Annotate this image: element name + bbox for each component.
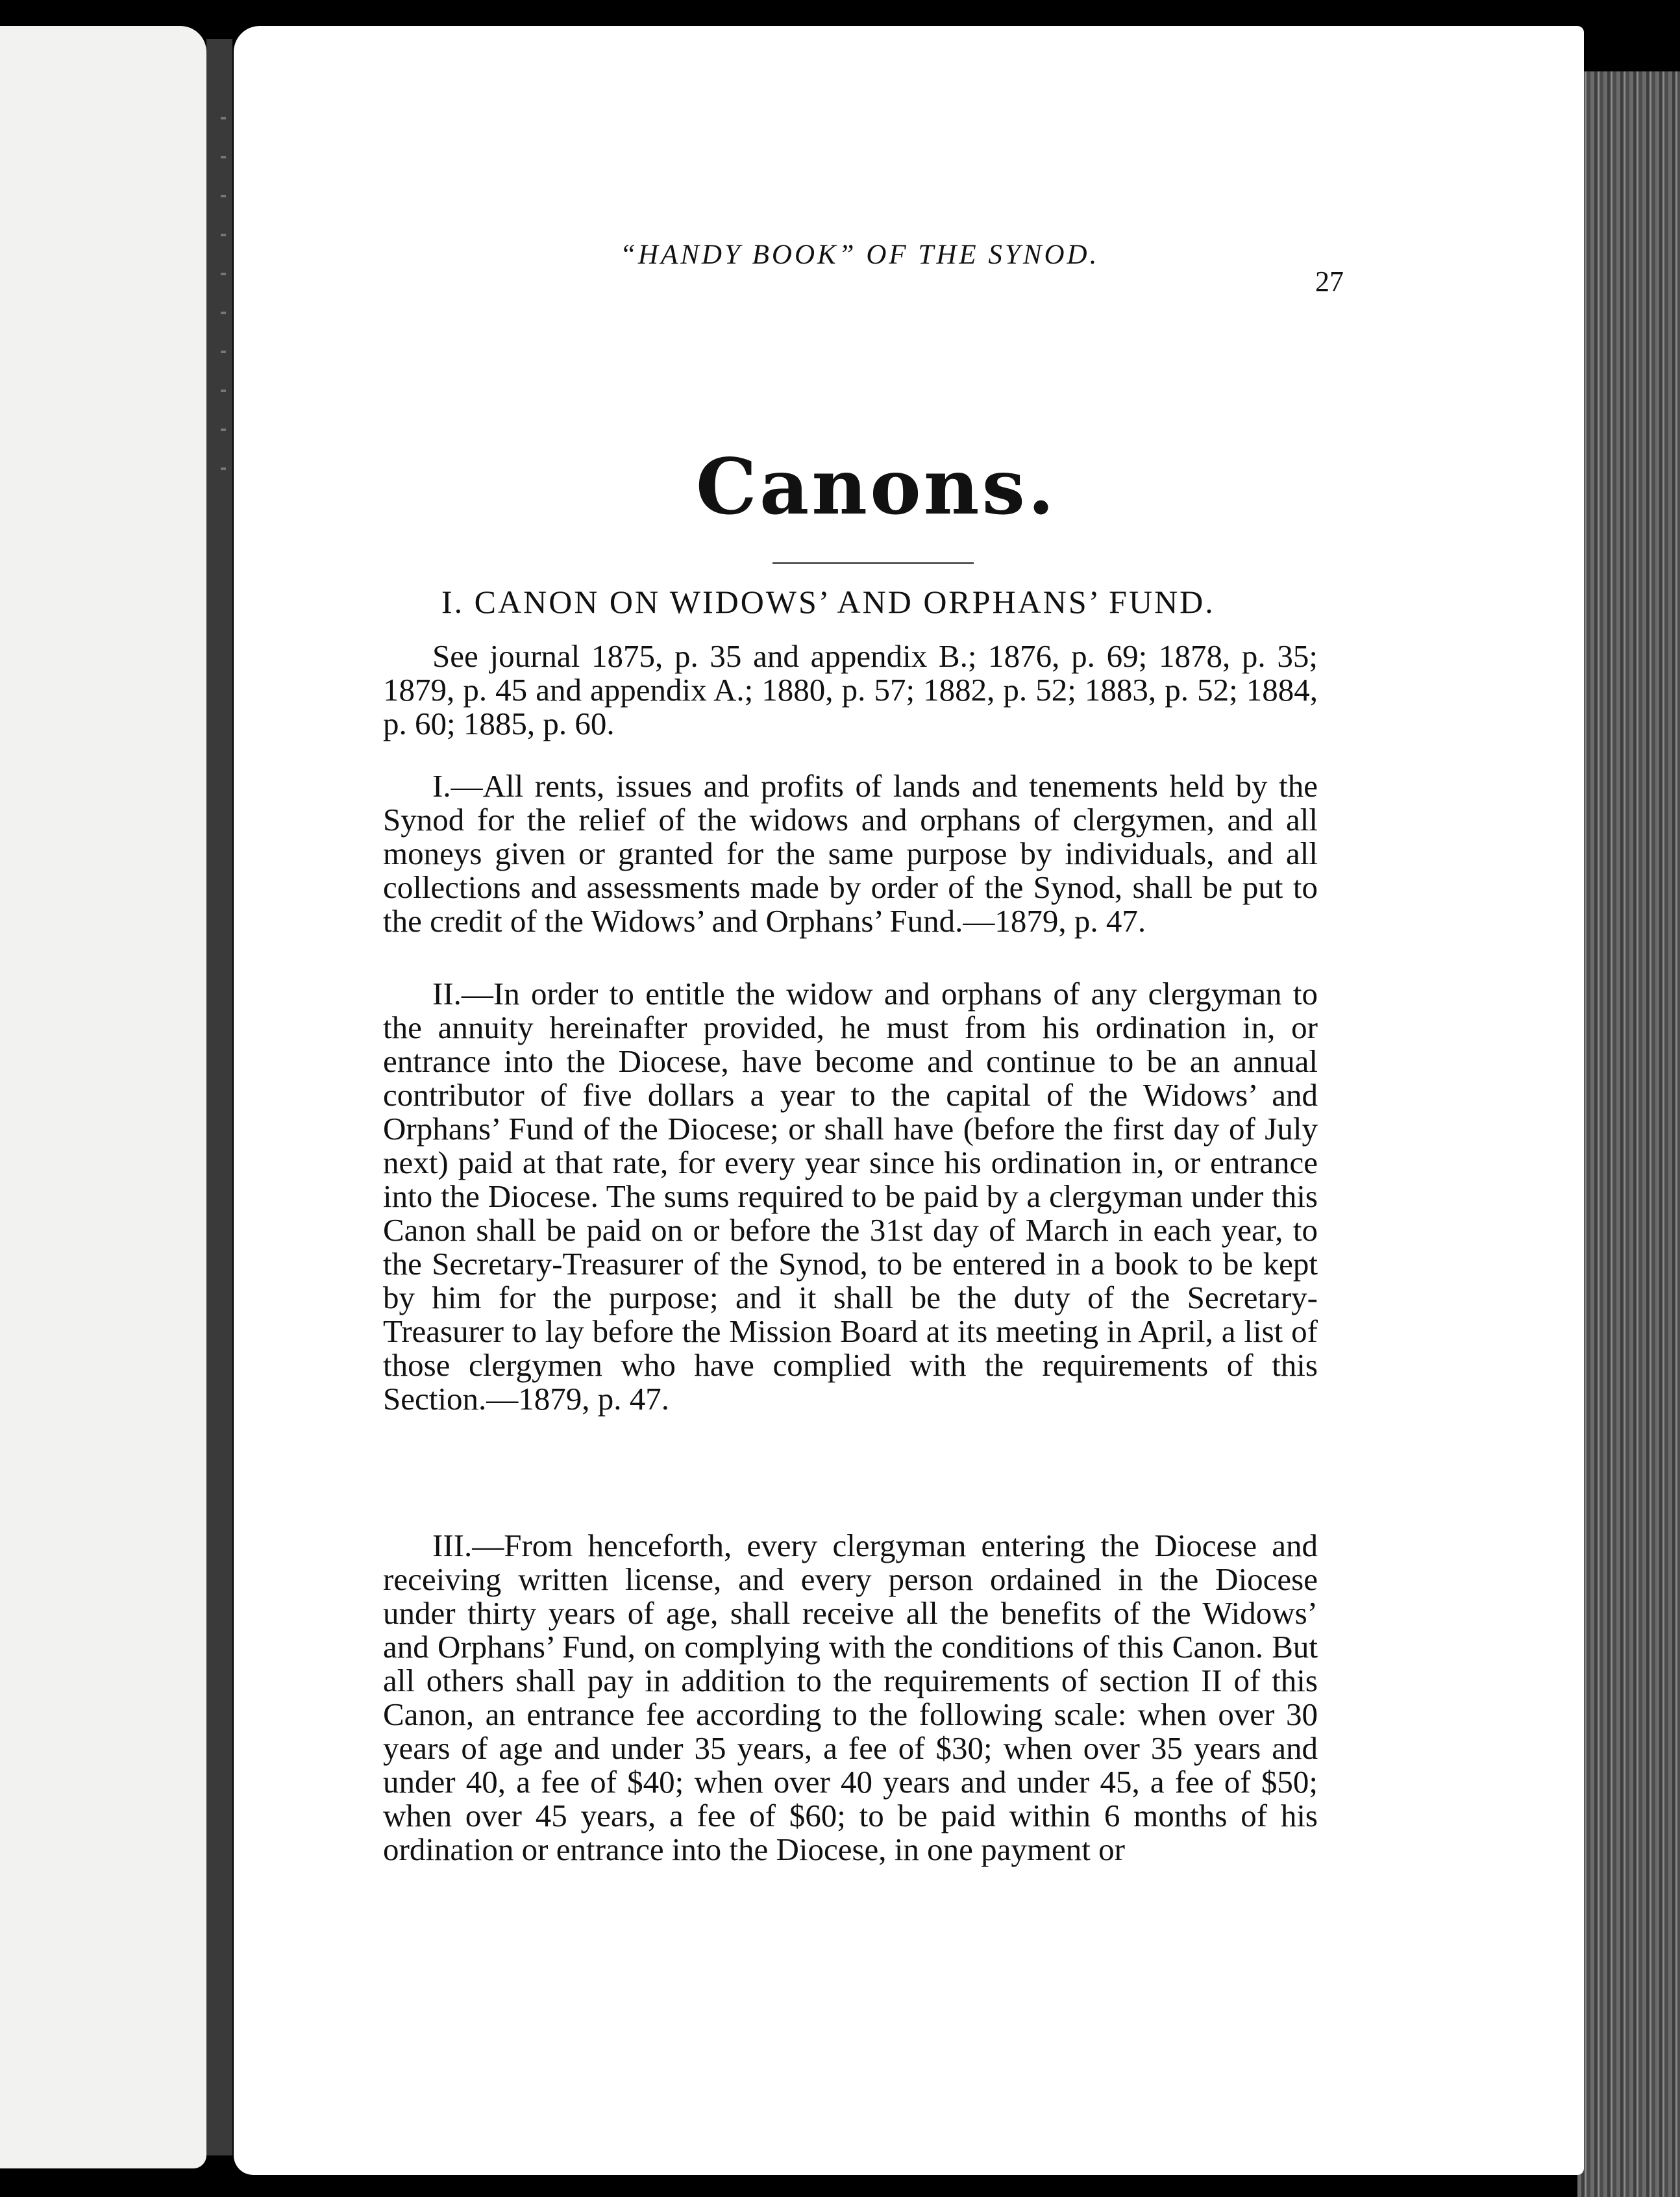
book-spine [206, 39, 232, 2155]
section-1: I.—All rents, issues and profits of lands and tenements held by the Synod for the relief of the widows and orphans of clergymen, and all moneys given or granted for the same purpose by individuals, and all collections and assessments made by order of the Synod, shall be put to the credit of the Widows’ and Orphans’ Fund.—1879, p. 47. [383, 768, 1318, 939]
page-edges [1577, 71, 1680, 2197]
journal-references: See journal 1875, p. 35 and appendix B.; 1876, p. 69; 1878, p. 35; 1879, p. 45 and appendix A.; 1880, p. 57; 1882, p. 52; 1883, p. 52; 1884, p. 60; 1885, p. 60. [383, 638, 1318, 741]
canon-heading: I. CANON ON WIDOWS’ AND ORPHANS’ FUND. [441, 584, 1215, 620]
page-number: 27 [1315, 266, 1344, 297]
title-divider [772, 562, 974, 564]
facing-page [0, 26, 206, 2168]
spine-texture [221, 117, 226, 506]
section-3: III.—From henceforth, every clergyman entering the Diocese and receiving written license, and every person ordained in the Diocese under thirty years of age, shall receive all the benefits of the Widows’ and Orphans’ Fund, on complying with the conditions of this Canon. But all others shall pay in addition to the requirements of section II of this Canon, an entrance fee according to the following scale: when over 30 years of age and under 35 years, a fee of $30; when over 35 years and under 40, a fee of $40; when over 40 years and under 45, a fee of $50; when over 45 years, a fee of $60; to be paid within 6 months of his ordination or entrance into the Diocese, in one payment or [383, 1528, 1318, 1867]
running-head: “HANDY BOOK” OF THE SYNOD. [620, 240, 1100, 270]
section-2: II.—In order to entitle the widow and orphans of any clergyman to the annuity hereinafter provided, he must from his ordination in, or entrance into the Diocese, have become and continue to be an annual contributor of five dollars a year to the capital of the Widows’ and Orphans’ Fund of the Diocese; or shall have (before the first day of July next) paid at that rate, for every year since his ordination in, or entrance into the Diocese. The sums required to be paid by a clergyman under this Canon shall be paid on or before the 31st day of March in each year, to the Secretary-Treasurer of the Synod, to be entered in a book to be kept by him for the purpose; and it shall be the duty of the Secretary-Treasurer to lay before the Mission Board at its meeting in April, a list of those clergymen who have complied with the requirements of this Section.—1879, p. 47. [383, 976, 1318, 1417]
page-title: Canons. [695, 441, 1057, 532]
